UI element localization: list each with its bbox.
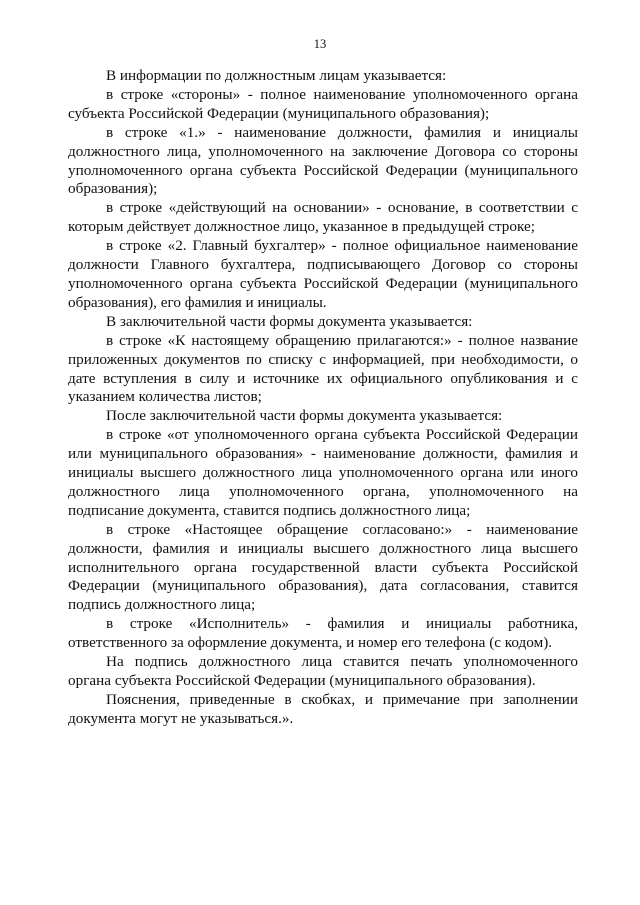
paragraph-after-final-part-intro: После заключительной части формы документа указывается: xyxy=(106,407,503,425)
paragraph-officials-intro: В информации по должностным лицам указывается: xyxy=(106,67,447,84)
paragraph-attachments-line: в строке «К настоящему обращению прилагаются:» - полное название приложенных документов по списку с информацией, при необходимости, о дате вступления в силу и источнике их официального опубликования и с указанием количества листов; xyxy=(68,331,578,406)
paragraph-acting-basis-line: в строке «действующий на основании» - основание, в соответствии с которым действует должностное лицо, указанное в предыдущей строке; xyxy=(68,199,578,236)
paragraph-line-1: в строке «1.» - наименование должности, фамилия и инициалы должностного лица, уполномоченного на заключение Договора со стороны уполномоченного органа субъекта Российской Федерации (муниципального образования); xyxy=(68,123,578,198)
paragraph-seal-note: На подпись должностного лица ставится печать уполномоченного органа субъекта Российской Федерации (муниципального образования). xyxy=(68,653,578,689)
document-body xyxy=(68,67,578,729)
paragraph-explanations-note: Пояснения, приведенные в скобках, и примечание при заполнении документа могут не указываться.». xyxy=(68,690,578,727)
paragraph-authorized-body-line: в строке «от уполномоченного органа субъекта Российской Федерации или муниципального образования» - наименование должности, фамилия и инициалы высшего должностного лица уполномоченного органа или иного должностного лица уполномоченного органа, уполномоченного на подписание документа, ставится подпись должностного лица; xyxy=(68,426,578,519)
paragraph-executor-line: в строке «Исполнитель» - фамилия и инициалы работника, ответственного за оформление документа, и номер его телефона (с кодом). xyxy=(68,615,578,652)
paragraph-final-part-intro: В заключительной части формы документа указывается: xyxy=(106,312,473,330)
page-number: 13 xyxy=(313,37,327,51)
paragraph-chief-accountant-line: в строке «2. Главный бухгалтер» - полное официальное наименование должности Главного бухгалтера, подписывающего Договор со стороны уполномоченного органа субъекта Российской Федерации (муниципального образования), его фамилия и инициалы. xyxy=(68,237,578,311)
paragraph-parties-line: в строке «стороны» - полное наименование уполномоченного органа субъекта Российской Федерации (муниципального образования); xyxy=(68,85,578,122)
paragraph-approval-line: в строке «Настоящее обращение согласовано:» - наименование должности, фамилия и инициалы высшего должностного лица высшего исполнительного органа государственной власти субъекта Российской Федерации (муниципального образования), дата согласования, ставится подпись должностного лица; xyxy=(68,520,578,614)
